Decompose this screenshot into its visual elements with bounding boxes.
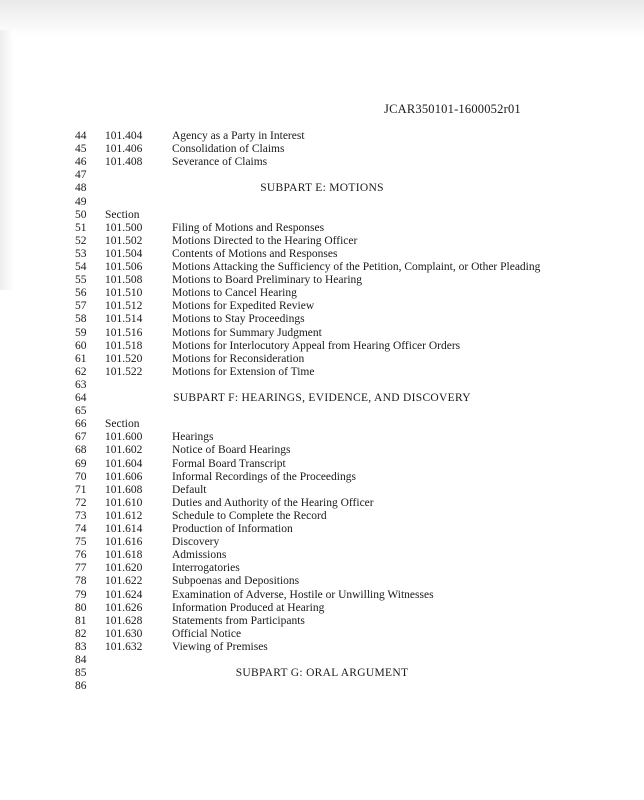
section-title: Motions Attacking the Sufficiency of the Petition, Complaint, or Other Pleading [172,261,541,273]
section-title: Viewing of Premises [172,640,268,653]
section-column-label: Section [105,418,140,431]
line-number: 78 [75,575,87,588]
line-62 [0,366,644,379]
section-title: Examination of Adverse, Hostile or Unwilling Witnesses [172,588,434,601]
section-title: Default [172,483,207,496]
line-79 [0,589,644,602]
section-number: 101.606 [105,470,143,483]
section-title: Formal Board Transcript [172,457,286,470]
line-64 [0,392,644,405]
line-66 [0,418,644,431]
line-75 [0,536,644,549]
section-title: Discovery [172,536,220,549]
section-title: Informal Recordings of the Proceedings [172,470,356,483]
line-76 [0,549,644,562]
line-number: 48 [75,182,87,195]
section-title: Motions to Stay Proceedings [172,313,305,326]
line-number: 70 [75,470,87,483]
section-number: 101.520 [105,352,143,365]
document-id: JCAR350101-1600052r01 [384,102,521,116]
line-number: 69 [75,457,87,470]
line-number: 84 [75,654,87,666]
line-53 [0,248,644,261]
section-number: 101.404 [105,130,143,142]
section-number: 101.624 [105,588,143,601]
line-77 [0,562,644,575]
line-45 [0,143,644,156]
section-title: Motions for Expedited Review [172,300,315,313]
section-column-label: Section [105,208,140,221]
line-number: 80 [75,601,87,614]
line-number: 61 [75,352,87,365]
line-63 [0,379,644,392]
section-title: Consolidation of Claims [172,143,285,156]
line-number: 44 [75,130,87,142]
line-number: 83 [75,640,87,653]
section-number: 101.626 [105,601,143,614]
line-59 [0,327,644,340]
line-number: 72 [75,496,87,509]
line-81 [0,615,644,628]
section-title: Schedule to Complete the Record [172,509,327,522]
line-number: 51 [75,221,87,234]
line-65 [0,405,644,418]
line-70 [0,471,644,484]
line-number: 52 [75,234,87,247]
section-number: 101.630 [105,627,143,640]
line-83 [0,641,644,654]
line-48 [0,182,644,195]
line-number: 65 [75,405,87,418]
scan-edge-top [0,0,644,38]
line-number: 85 [75,667,87,680]
line-57 [0,300,644,313]
line-73 [0,510,644,523]
line-82 [0,628,644,641]
line-number: 60 [75,339,87,352]
section-title: Interrogatories [172,562,240,575]
line-number: 54 [75,261,87,273]
line-number: 62 [75,365,87,378]
section-title: Contents of Motions and Responses [172,247,338,260]
section-number: 101.514 [105,313,143,326]
section-number: 101.522 [105,365,143,378]
section-title: Motions for Interlocutory Appeal from Hearing Officer Orders [172,339,461,352]
section-title: Motions to Board Preliminary to Hearing [172,274,363,287]
line-60 [0,340,644,353]
section-title: Motions Directed to the Hearing Officer [172,234,358,247]
section-title: Official Notice [172,627,242,640]
section-title: Duties and Authority of the Hearing Officer [172,496,374,509]
section-title: Severance of Claims [172,156,268,169]
line-number: 86 [75,680,87,693]
line-72 [0,497,644,510]
line-number: 75 [75,536,87,549]
section-title: Notice of Board Hearings [172,444,291,457]
section-title: Subpoenas and Depositions [172,575,300,588]
line-58 [0,313,644,326]
line-number: 49 [75,195,87,208]
section-number: 101.508 [105,274,143,287]
section-number: 101.628 [105,614,143,627]
section-title: Filing of Motions and Responses [172,221,325,234]
line-51 [0,222,644,235]
section-number: 101.604 [105,457,143,470]
section-title: Production of Information [172,523,293,535]
line-number: 47 [75,169,87,182]
subpart-heading: SUBPART E: MOTIONS [260,182,384,195]
line-52 [0,235,644,248]
section-number: 101.620 [105,562,143,575]
section-number: 101.602 [105,444,143,457]
line-number: 82 [75,627,87,640]
section-number: 101.600 [105,431,143,444]
section-number: 101.616 [105,536,143,549]
section-number: 101.610 [105,496,143,509]
section-number: 101.614 [105,523,143,535]
line-number: 50 [75,208,87,221]
section-number: 101.510 [105,287,143,300]
line-number: 46 [75,156,87,169]
line-67 [0,431,644,444]
section-title: Motions for Summary Judgment [172,326,322,339]
line-84 [0,654,644,667]
section-title: Admissions [172,549,227,562]
section-number: 101.516 [105,326,143,339]
section-title: Hearings [172,431,214,444]
line-number: 66 [75,418,87,431]
line-number: 58 [75,313,87,326]
section-title: Motions for Extension of Time [172,365,315,378]
section-number: 101.406 [105,143,143,156]
section-number: 101.500 [105,221,143,234]
section-number: 101.518 [105,339,143,352]
line-number: 79 [75,588,87,601]
line-80 [0,602,644,615]
line-61 [0,353,644,366]
line-number: 81 [75,614,87,627]
section-title: Information Produced at Hearing [172,601,325,614]
section-number: 101.506 [105,261,143,273]
line-number: 53 [75,247,87,260]
line-number: 64 [75,392,87,404]
line-71 [0,484,644,497]
line-number: 68 [75,444,87,457]
section-title: Statements from Participants [172,614,305,627]
line-number: 77 [75,562,87,575]
section-title: Agency as a Party in Interest [172,130,305,142]
line-86 [0,680,644,693]
subpart-heading: SUBPART F: HEARINGS, EVIDENCE, AND DISCOVERY [173,392,471,404]
subpart-heading: SUBPART G: ORAL ARGUMENT [235,667,409,680]
line-56 [0,287,644,300]
line-number: 56 [75,287,87,300]
line-number: 73 [75,509,87,522]
line-number: 45 [75,143,87,156]
section-title: Motions for Reconsideration [172,352,305,365]
section-number: 101.504 [105,247,143,260]
line-number: 59 [75,326,87,339]
line-number: 67 [75,431,87,444]
section-number: 101.612 [105,509,143,522]
line-55 [0,274,644,287]
line-number: 74 [75,523,87,535]
section-number: 101.502 [105,234,143,247]
line-74 [0,523,644,536]
section-number: 101.618 [105,549,143,562]
line-54 [0,261,644,274]
line-50 [0,209,644,222]
line-46 [0,156,644,169]
line-47 [0,169,644,182]
line-number: 63 [75,378,87,391]
line-85 [0,667,644,680]
section-number: 101.408 [105,156,143,169]
section-number: 101.608 [105,483,143,496]
section-number: 101.512 [105,300,143,313]
line-number: 76 [75,549,87,562]
section-title: Motions to Cancel Hearing [172,287,297,300]
line-number: 55 [75,274,87,287]
section-number: 101.632 [105,640,143,653]
line-44 [0,130,644,143]
line-69 [0,458,644,471]
line-number: 71 [75,483,87,496]
line-49 [0,196,644,209]
line-78 [0,575,644,588]
section-number: 101.622 [105,575,143,588]
line-number: 57 [75,300,87,313]
line-68 [0,444,644,457]
